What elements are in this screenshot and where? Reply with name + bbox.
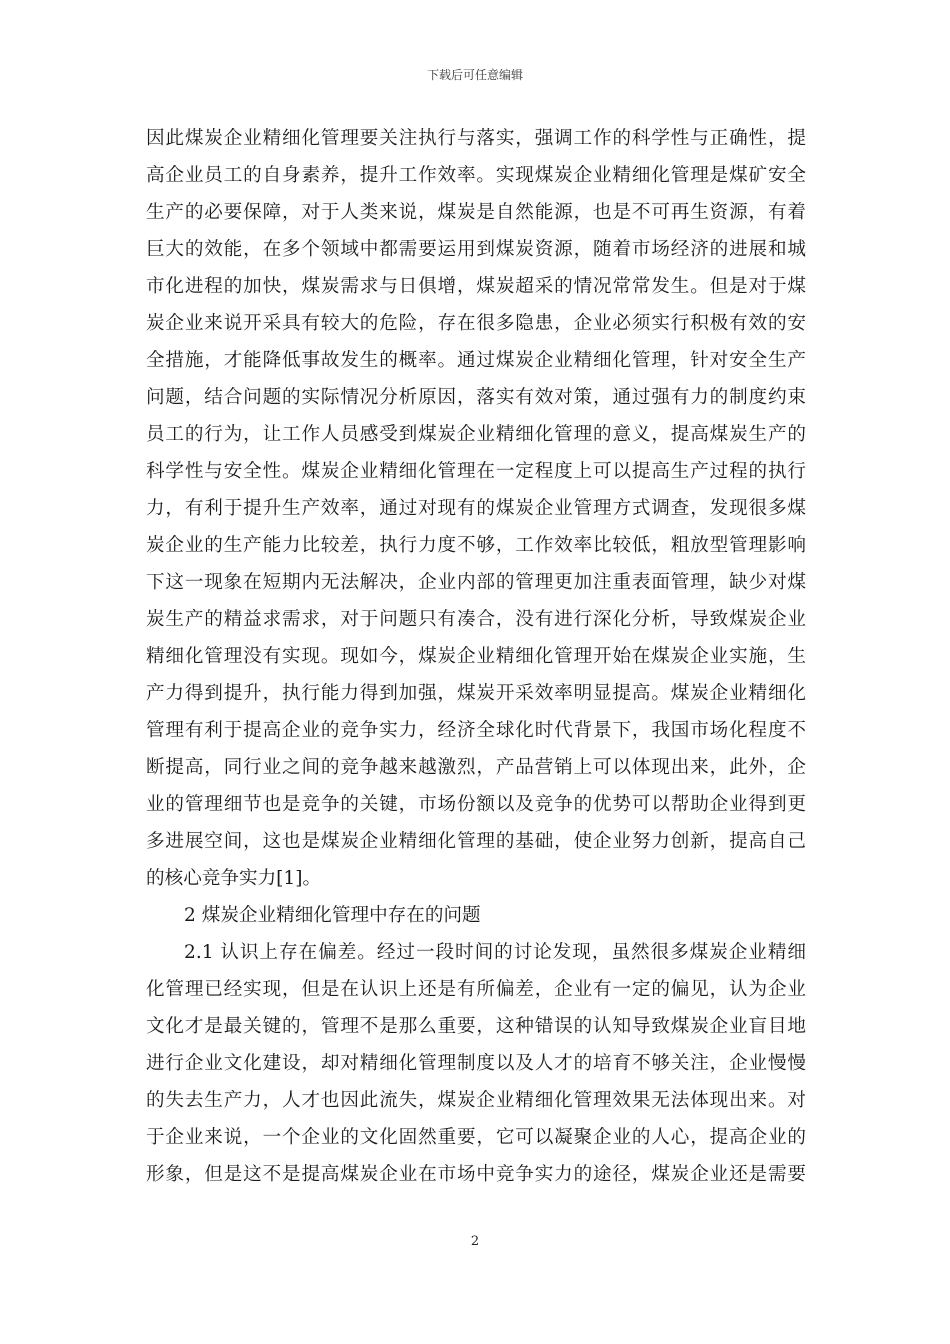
text-line: 炭生产的精益求需求，对于问题只有凑合，没有进行深化分析，导致煤炭企业 bbox=[146, 609, 806, 630]
text-line: 员工的行为，让工作人员感受到煤炭企业精细化管理的意义，提高煤炭生产的 bbox=[146, 424, 806, 445]
text-line: 因此煤炭企业精细化管理要关注执行与落实，强调工作的科学性与正确性，提 bbox=[146, 128, 806, 149]
section-heading: 2 煤炭企业精细化管理中存在的问题 bbox=[184, 905, 481, 926]
text-line: 问题，结合问题的实际情况分析原因，落实有效对策，通过强有力的制度约束 bbox=[146, 387, 806, 408]
text-line: 高企业员工的自身素养，提升工作效率。实现煤炭企业精细化管理是煤矿安全 bbox=[146, 165, 806, 186]
text-line: 化管理已经实现，但是在认识上还是有所偏差，企业有一定的偏见，认为企业 bbox=[146, 979, 806, 1000]
page-header: 下载后可任意编辑 bbox=[426, 68, 523, 82]
page-number: 2 bbox=[470, 1234, 480, 1249]
text-line: 管理有利于提高企业的竞争实力，经济全球化时代背景下，我国市场化程度不 bbox=[146, 720, 806, 741]
text-line: 下这一现象在短期内无法解决，企业内部的管理更加注重表面管理，缺少对煤 bbox=[146, 572, 806, 593]
text-line: 巨大的效能，在多个领域中都需要运用到煤炭资源，随着市场经济的进展和城 bbox=[146, 239, 806, 260]
text-line: 力，有利于提升生产效率，通过对现有的煤炭企业管理方式调查，发现很多煤 bbox=[146, 498, 806, 519]
text-line: 科学性与安全性。煤炭企业精细化管理在一定程度上可以提高生产过程的执行 bbox=[146, 461, 806, 482]
text-line: 形象，但是这不是提高煤炭企业在市场中竞争实力的途径，煤炭企业还是需要 bbox=[146, 1164, 806, 1185]
text-line: 2.1 认识上存在偏差。经过一段时间的讨论发现，虽然很多煤炭企业精细 bbox=[184, 942, 806, 963]
text-line: 的核心竞争实力[1]。 bbox=[146, 868, 322, 889]
text-line: 生产的必要保障，对于人类来说，煤炭是自然能源，也是不可再生资源，有着 bbox=[146, 202, 806, 223]
text-line: 全措施，才能降低事故发生的概率。通过煤炭企业精细化管理，针对安全生产 bbox=[146, 350, 806, 371]
text-line: 炭企业来说开采具有较大的危险，存在很多隐患，企业必须实行积极有效的安 bbox=[146, 313, 806, 334]
text-line: 进行企业文化建设，却对精细化管理制度以及人才的培育不够关注，企业慢慢 bbox=[146, 1053, 806, 1074]
text-line: 炭企业的生产能力比较差，执行力度不够，工作效率比较低，粗放型管理影响 bbox=[146, 535, 806, 556]
text-line: 精细化管理没有实现。现如今，煤炭企业精细化管理开始在煤炭企业实施，生 bbox=[146, 646, 806, 667]
text-line: 业的管理细节也是竞争的关键，市场份额以及竞争的优势可以帮助企业得到更 bbox=[146, 794, 806, 815]
text-line: 断提高，同行业之间的竞争越来越激烈，产品营销上可以体现出来，此外，企 bbox=[146, 757, 806, 778]
text-line: 于企业来说，一个企业的文化固然重要，它可以凝聚企业的人心，提高企业的 bbox=[146, 1127, 806, 1148]
text-line: 的失去生产力，人才也因此流失，煤炭企业精细化管理效果无法体现出来。对 bbox=[146, 1090, 806, 1111]
text-line: 多进展空间，这也是煤炭企业精细化管理的基础，使企业努力创新，提高自己 bbox=[146, 831, 806, 852]
text-line: 市化进程的加快，煤炭需求与日俱增，煤炭超采的情况常常发生。但是对于煤 bbox=[146, 276, 806, 297]
text-line: 文化才是最关键的，管理不是那么重要，这种错误的认知导致煤炭企业盲目地 bbox=[146, 1016, 806, 1037]
text-line: 产力得到提升，执行能力得到加强，煤炭开采效率明显提高。煤炭企业精细化 bbox=[146, 683, 806, 704]
